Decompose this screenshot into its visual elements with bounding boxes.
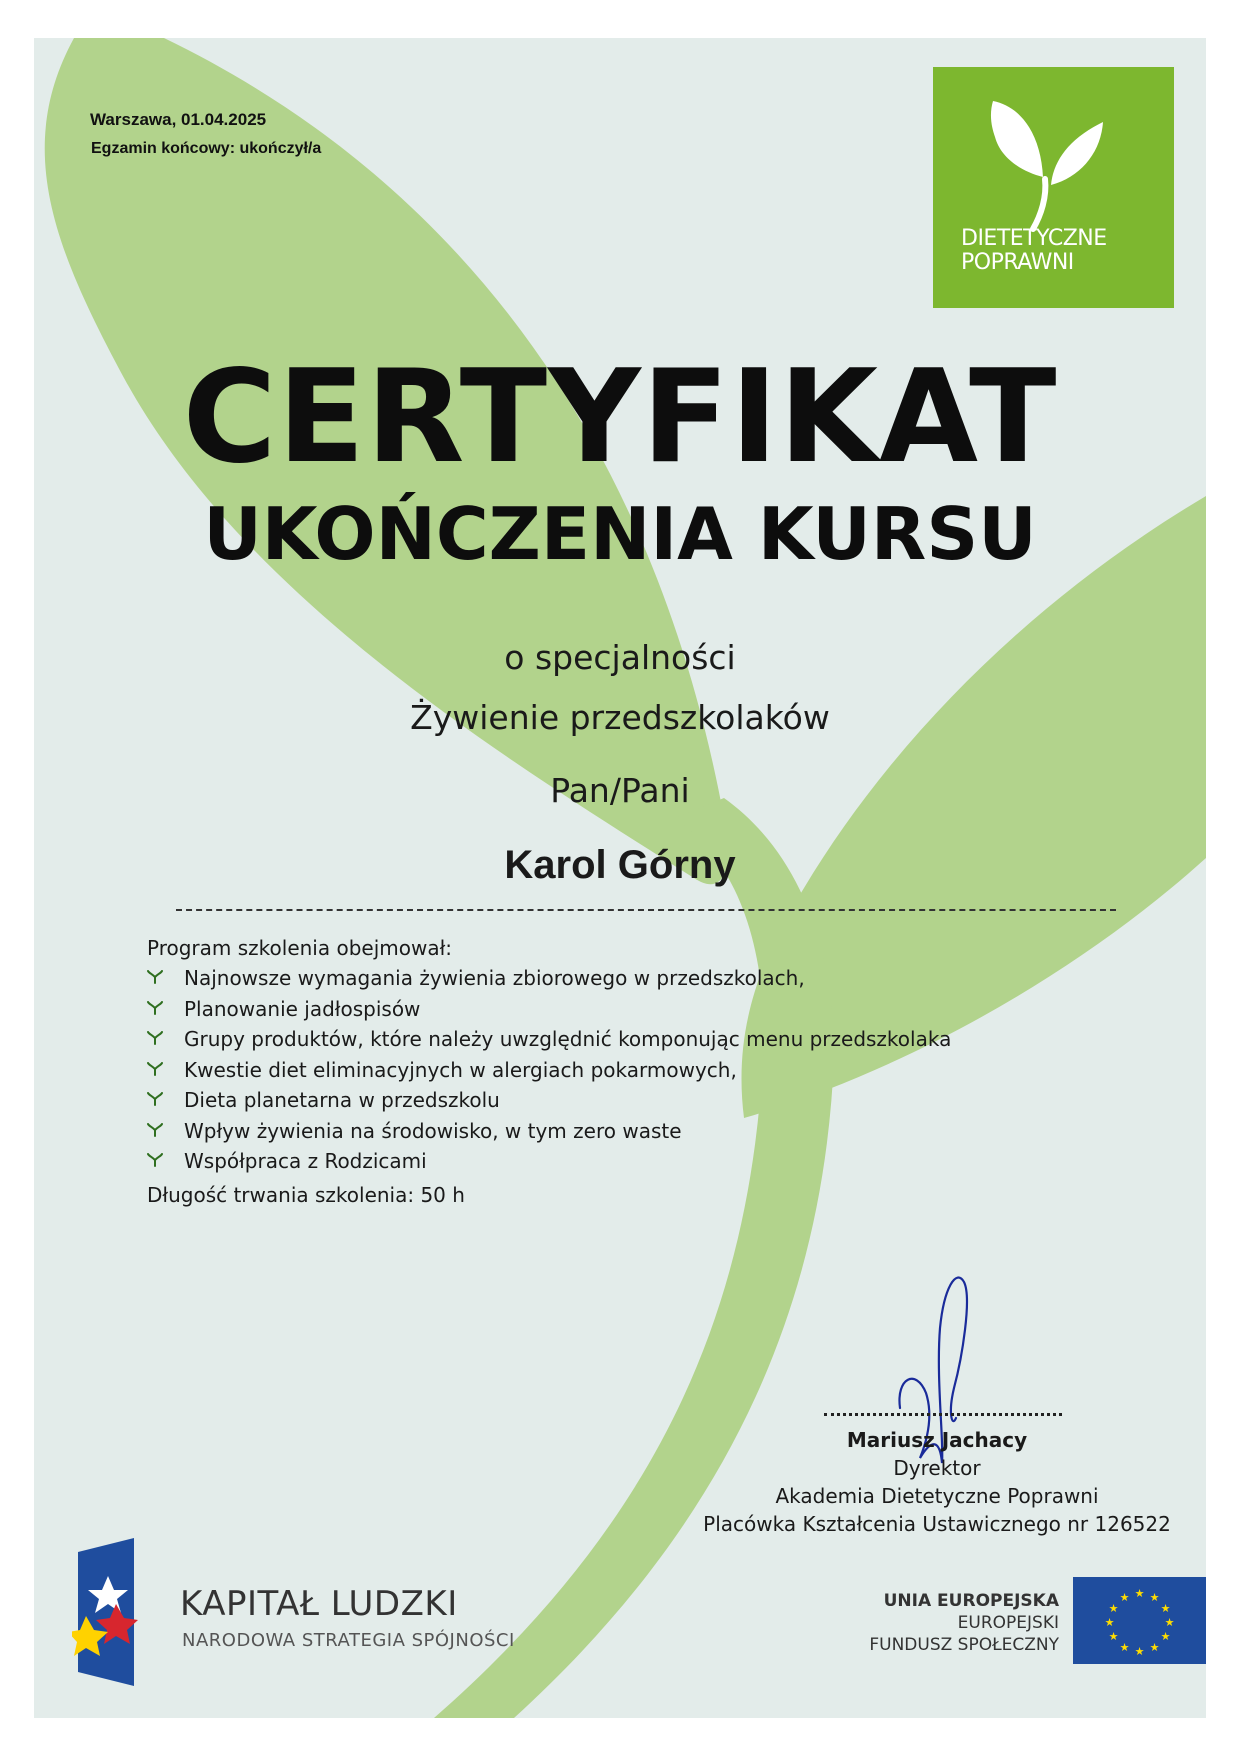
certificate-subtitle: UKOŃCZENIA KURSU: [203, 492, 1037, 576]
specialty-name: Żywienie przedszkolaków: [410, 698, 830, 737]
brand-name-line1: DIETETYCZNE: [961, 226, 1107, 251]
brand-name-line2: POPRAWNI: [961, 250, 1074, 275]
leaf-bullet-icon: [147, 969, 163, 985]
recipient-salutation: Pan/Pani: [550, 771, 690, 810]
svg-text:★: ★: [1160, 1602, 1171, 1615]
issue-place-date: Warszawa, 01.04.2025: [90, 110, 267, 129]
program-item-text: Planowanie jadłospisów: [184, 996, 421, 1021]
certificate-title: CERTYFIKAT: [182, 343, 1058, 492]
signatory-role: Dyrektor: [893, 1456, 981, 1480]
eu-name: UNIA EUROPEJSKA: [883, 1591, 1059, 1611]
leaf-bullet-icon: [147, 1091, 163, 1107]
eu-fund-line1: EUROPEJSKI: [957, 1613, 1059, 1633]
program-section: [147, 933, 951, 1211]
svg-text:★: ★: [1134, 1587, 1145, 1600]
program-item-text: Dieta planetarna w przedszkolu: [184, 1088, 500, 1112]
kapital-ludzki-title: KAPITAŁ LUDZKI: [180, 1584, 458, 1624]
leaf-bullet-icon: [147, 1030, 163, 1046]
svg-text:★: ★: [1104, 1616, 1115, 1629]
svg-text:★: ★: [1119, 1591, 1130, 1604]
certificate-sheet: [34, 38, 1206, 1718]
eu-fund-line2: FUNDUSZ SPOŁECZNY: [869, 1635, 1059, 1655]
program-item: [147, 963, 951, 994]
svg-text:★: ★: [1134, 1645, 1145, 1658]
program-item: [147, 1024, 951, 1055]
program-list: [147, 963, 951, 1177]
leaf-bullet-icon: [147, 1000, 163, 1016]
signatory-name: Mariusz Jachacy: [846, 1428, 1028, 1452]
name-underline: [176, 909, 1116, 911]
program-item-text: Kwestie diet eliminacyjnych w alergiach pokarmowych,: [184, 1057, 737, 1082]
leaf-bullet-icon: [147, 1061, 163, 1077]
signature-line: [824, 1413, 1062, 1416]
program-item: [147, 1146, 951, 1177]
svg-text:★: ★: [1164, 1616, 1175, 1629]
exam-status: Egzamin końcowy: ukończył/a: [91, 140, 322, 157]
signatory-facility: Placówka Kształcenia Ustawicznego nr 126522: [703, 1512, 1171, 1536]
specialty-label: o specjalności: [504, 638, 736, 677]
signatory-block: [674, 1426, 1200, 1538]
program-item: [147, 1116, 951, 1147]
svg-text:★: ★: [1160, 1630, 1171, 1643]
program-item-text: Grupy produktów, które należy uwzględnić komponując menu przedszkolaka: [184, 1027, 952, 1051]
program-item: [147, 994, 951, 1025]
svg-text:★: ★: [1149, 1641, 1160, 1654]
kapital-ludzki-subtitle: NARODOWA STRATEGIA SPÓJNOŚCI: [182, 1630, 515, 1651]
recipient-name: Karol Górny: [504, 843, 736, 887]
program-title: Program szkolenia obejmował:: [147, 936, 453, 960]
eu-flag-icon: [1073, 1577, 1206, 1664]
program-item-text: Najnowsze wymagania żywienia zbiorowego w przedszkolach,: [184, 966, 805, 990]
sprout-icon: [933, 67, 1174, 237]
brand-name: [961, 227, 1107, 275]
program-item: [147, 1055, 951, 1086]
kapital-ludzki-logo-icon: [72, 1538, 142, 1686]
eu-fund-text: [769, 1590, 1059, 1656]
leaf-bullet-icon: [147, 1152, 163, 1168]
course-duration: Długość trwania szkolenia: 50 h: [147, 1182, 465, 1207]
leaf-bullet-icon: [147, 1122, 163, 1138]
svg-text:★: ★: [1108, 1602, 1119, 1615]
svg-text:★: ★: [1149, 1591, 1160, 1604]
signatory-organization: Akademia Dietetyczne Poprawni: [775, 1484, 1099, 1508]
svg-text:★: ★: [1108, 1630, 1119, 1643]
program-item: [147, 1085, 951, 1116]
program-item-text: Współpraca z Rodzicami: [184, 1149, 427, 1173]
brand-logo: [933, 67, 1174, 308]
svg-text:★: ★: [1119, 1641, 1130, 1654]
program-item-text: Wpływ żywienia na środowisko, w tym zero waste: [184, 1118, 682, 1143]
